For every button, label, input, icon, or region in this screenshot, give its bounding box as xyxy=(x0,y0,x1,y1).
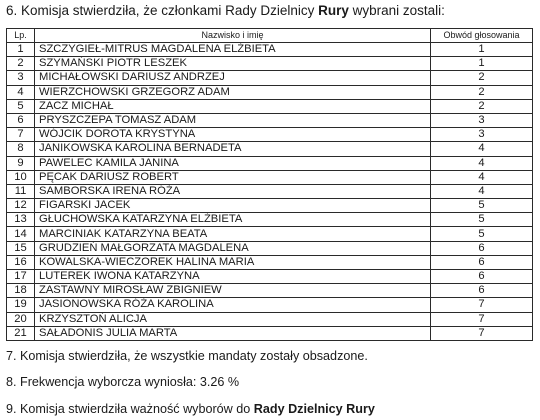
table-row xyxy=(7,298,533,312)
district-number-cell: 3 xyxy=(431,113,533,127)
row-number-cell: 12 xyxy=(7,199,35,213)
heading-district-name: Rury xyxy=(318,3,349,18)
row-number-cell: 20 xyxy=(7,312,35,326)
section-8-turnout-text: 8. Frekwencja wyborcza wyniosła: 3.26 % xyxy=(6,375,240,389)
row-number-cell: 4 xyxy=(7,85,35,99)
member-name-cell: SAŁADONIS JULIA MARTA xyxy=(35,326,431,340)
district-number-cell: 4 xyxy=(431,170,533,184)
district-number-cell: 6 xyxy=(431,241,533,255)
table-row xyxy=(7,99,533,113)
row-number-cell: 3 xyxy=(7,71,35,85)
member-name-cell: SZYMAŃSKI PIOTR LESZEK xyxy=(35,57,431,71)
table-row xyxy=(7,213,533,227)
district-number-cell: 7 xyxy=(431,298,533,312)
table-row xyxy=(7,170,533,184)
table-row xyxy=(7,71,533,85)
row-number-cell: 18 xyxy=(7,284,35,298)
table-row xyxy=(7,227,533,241)
member-name-cell: PRYSZCZEPA TOMASZ ADAM xyxy=(35,113,431,127)
district-number-cell: 3 xyxy=(431,128,533,142)
table-row xyxy=(7,326,533,340)
row-number-cell: 19 xyxy=(7,298,35,312)
heading-suffix: wybrani zostali: xyxy=(348,3,445,18)
district-number-cell: 6 xyxy=(431,255,533,269)
district-number-cell: 2 xyxy=(431,99,533,113)
row-number-cell: 11 xyxy=(7,184,35,198)
row-number-cell: 9 xyxy=(7,156,35,170)
table-row xyxy=(7,199,533,213)
row-number-cell: 10 xyxy=(7,170,35,184)
district-number-cell: 2 xyxy=(431,85,533,99)
member-name-cell: GŁUCHOWSKA KATARZYNA ELŻBIETA xyxy=(35,213,431,227)
district-number-cell: 4 xyxy=(431,142,533,156)
table-header-row xyxy=(7,29,533,43)
table-row xyxy=(7,113,533,127)
district-number-cell: 5 xyxy=(431,227,533,241)
table-row xyxy=(7,57,533,71)
district-number-cell: 6 xyxy=(431,284,533,298)
district-number-cell: 7 xyxy=(431,312,533,326)
member-name-cell: KOWALSKA-WIECZOREK HALINA MARIA xyxy=(35,255,431,269)
row-number-cell: 21 xyxy=(7,326,35,340)
column-header-district: Obwód głosowania xyxy=(431,29,533,43)
section-9-council-name: Rady Dzielnicy Rury xyxy=(253,402,375,416)
elected-members-table xyxy=(6,28,533,341)
district-number-cell: 6 xyxy=(431,270,533,284)
district-number-cell: 1 xyxy=(431,43,533,57)
member-name-cell: JASIONOWSKA RÓŻA KAROLINA xyxy=(35,298,431,312)
table-row xyxy=(7,85,533,99)
column-header-lp: Lp. xyxy=(7,29,35,43)
district-number-cell: 5 xyxy=(431,199,533,213)
district-number-cell: 4 xyxy=(431,184,533,198)
section-6-heading xyxy=(6,2,445,19)
row-number-cell: 15 xyxy=(7,241,35,255)
member-name-cell: PAWELEC KAMILA JANINA xyxy=(35,156,431,170)
row-number-cell: 14 xyxy=(7,227,35,241)
row-number-cell: 6 xyxy=(7,113,35,127)
section-9-prefix: 9. Komisja stwierdziła ważność wyborów do xyxy=(6,402,254,416)
member-name-cell: MICHAŁOWSKI DARIUSZ ANDRZEJ xyxy=(35,71,431,85)
row-number-cell: 13 xyxy=(7,213,35,227)
column-header-name: Nazwisko i imię xyxy=(35,29,431,43)
member-name-cell: MARCINIAK KATARZYNA BEATA xyxy=(35,227,431,241)
row-number-cell: 7 xyxy=(7,128,35,142)
district-number-cell: 1 xyxy=(431,57,533,71)
district-number-cell: 4 xyxy=(431,156,533,170)
district-number-cell: 7 xyxy=(431,326,533,340)
row-number-cell: 17 xyxy=(7,270,35,284)
member-name-cell: WÓJCIK DOROTA KRYSTYNA xyxy=(35,128,431,142)
member-name-cell: LUTEREK IWONA KATARZYNA xyxy=(35,270,431,284)
table-row xyxy=(7,142,533,156)
table-row xyxy=(7,284,533,298)
heading-prefix: 6. Komisja stwierdziła, że członkami Rady Dzielnicy xyxy=(6,3,319,18)
row-number-cell: 8 xyxy=(7,142,35,156)
member-name-cell: WIERZCHOWSKI GRZEGORZ ADAM xyxy=(35,85,431,99)
row-number-cell: 2 xyxy=(7,57,35,71)
row-number-cell: 1 xyxy=(7,43,35,57)
member-name-cell: FIGARSKI JACEK xyxy=(35,199,431,213)
table-row xyxy=(7,156,533,170)
member-name-cell: KRZYSZTOŃ ALICJA xyxy=(35,312,431,326)
row-number-cell: 16 xyxy=(7,255,35,269)
member-name-cell: ZASTAWNY MIROSŁAW ZBIGNIEW xyxy=(35,284,431,298)
member-name-cell: JANIKOWSKA KAROLINA BERNADETA xyxy=(35,142,431,156)
member-name-cell: PĘCAK DARIUSZ ROBERT xyxy=(35,170,431,184)
table-row xyxy=(7,128,533,142)
member-name-cell: SAMBORSKA IRENA RÓŻA xyxy=(35,184,431,198)
section-9-text xyxy=(6,401,375,417)
row-number-cell: 5 xyxy=(7,99,35,113)
section-7-text: 7. Komisja stwierdziła, że wszystkie mandaty zostały obsadzone. xyxy=(6,349,368,363)
table-row xyxy=(7,184,533,198)
table-row xyxy=(7,312,533,326)
district-number-cell: 2 xyxy=(431,71,533,85)
member-name-cell: ZACZ MICHAŁ xyxy=(35,99,431,113)
table-row xyxy=(7,241,533,255)
table-row xyxy=(7,270,533,284)
table-row xyxy=(7,255,533,269)
district-number-cell: 5 xyxy=(431,213,533,227)
table-row xyxy=(7,43,533,57)
member-name-cell: SZCZYGIEŁ-MITRUS MAGDALENA ELŻBIETA xyxy=(35,43,431,57)
member-name-cell: GRUDZIEŃ MAŁGORZATA MAGDALENA xyxy=(35,241,431,255)
